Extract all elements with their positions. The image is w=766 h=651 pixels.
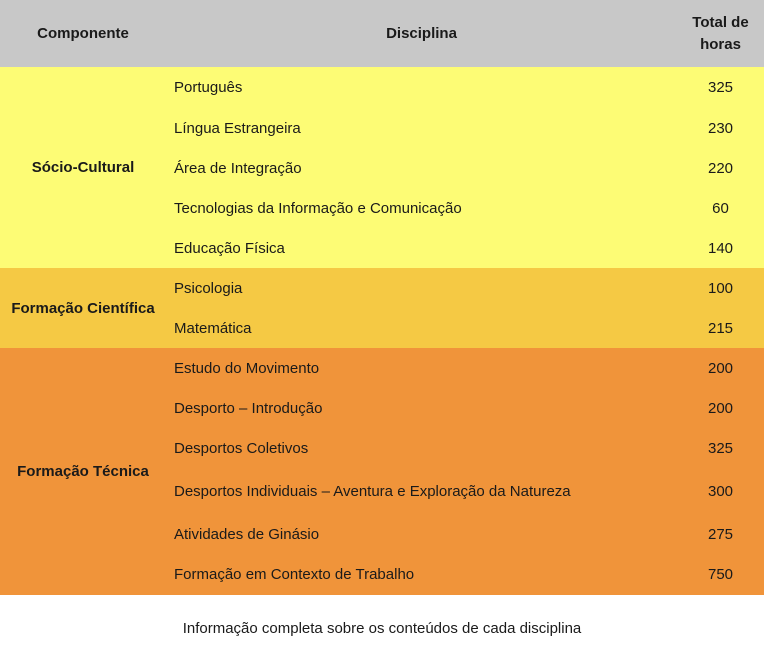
header-hours-line2: horas [700, 35, 741, 53]
discipline-cell: Estudo do Movimento [166, 348, 677, 388]
discipline-cell: Formação em Contexto de Trabalho [166, 554, 677, 595]
hours-cell: 230 [677, 108, 764, 148]
discipline-cell: Área de Integração [166, 148, 677, 188]
discipline-cell: Matemática [166, 308, 677, 348]
discipline-cell: Português [166, 67, 677, 108]
hours-cell: 325 [677, 428, 764, 468]
table-row [0, 67, 764, 108]
discipline-cell: Desporto – Introdução [166, 388, 677, 428]
full-info-link[interactable]: Informação completa sobre os conteúdos de cada disciplina [182, 620, 582, 637]
header-hours [677, 0, 764, 67]
hours-cell: 215 [677, 308, 764, 348]
hours-cell: 325 [677, 67, 764, 108]
hours-cell: 60 [677, 188, 764, 228]
component-cell-socio-cultural: Sócio-Cultural [0, 67, 166, 268]
hours-cell: 300 [677, 468, 764, 514]
hours-cell: 220 [677, 148, 764, 188]
hours-cell: 200 [677, 348, 764, 388]
hours-cell: 100 [677, 268, 764, 308]
header-component: Componente [0, 0, 166, 67]
hours-cell: 200 [677, 388, 764, 428]
header-row [0, 0, 764, 67]
hours-cell: 140 [677, 228, 764, 268]
header-discipline: Disciplina [166, 0, 677, 67]
hours-cell: 750 [677, 554, 764, 595]
discipline-cell: Desportos Individuais – Aventura e Exploração da Natureza [166, 468, 677, 514]
discipline-cell: Atividades de Ginásio [166, 514, 677, 554]
discipline-cell: Tecnologias da Informação e Comunicação [166, 188, 677, 228]
hours-cell: 275 [677, 514, 764, 554]
discipline-cell: Desportos Coletivos [166, 428, 677, 468]
table-header [0, 0, 764, 67]
table-row [0, 268, 764, 308]
component-cell-formacao-tecnica: Formação Técnica [0, 348, 166, 595]
discipline-cell: Psicologia [166, 268, 677, 308]
header-hours-line1: Total de [692, 13, 749, 31]
discipline-cell: Língua Estrangeira [166, 108, 677, 148]
table-body [0, 67, 764, 595]
discipline-cell: Educação Física [166, 228, 677, 268]
component-cell-formacao-cientifica: Formação Científica [0, 268, 166, 348]
table-row [0, 348, 764, 388]
